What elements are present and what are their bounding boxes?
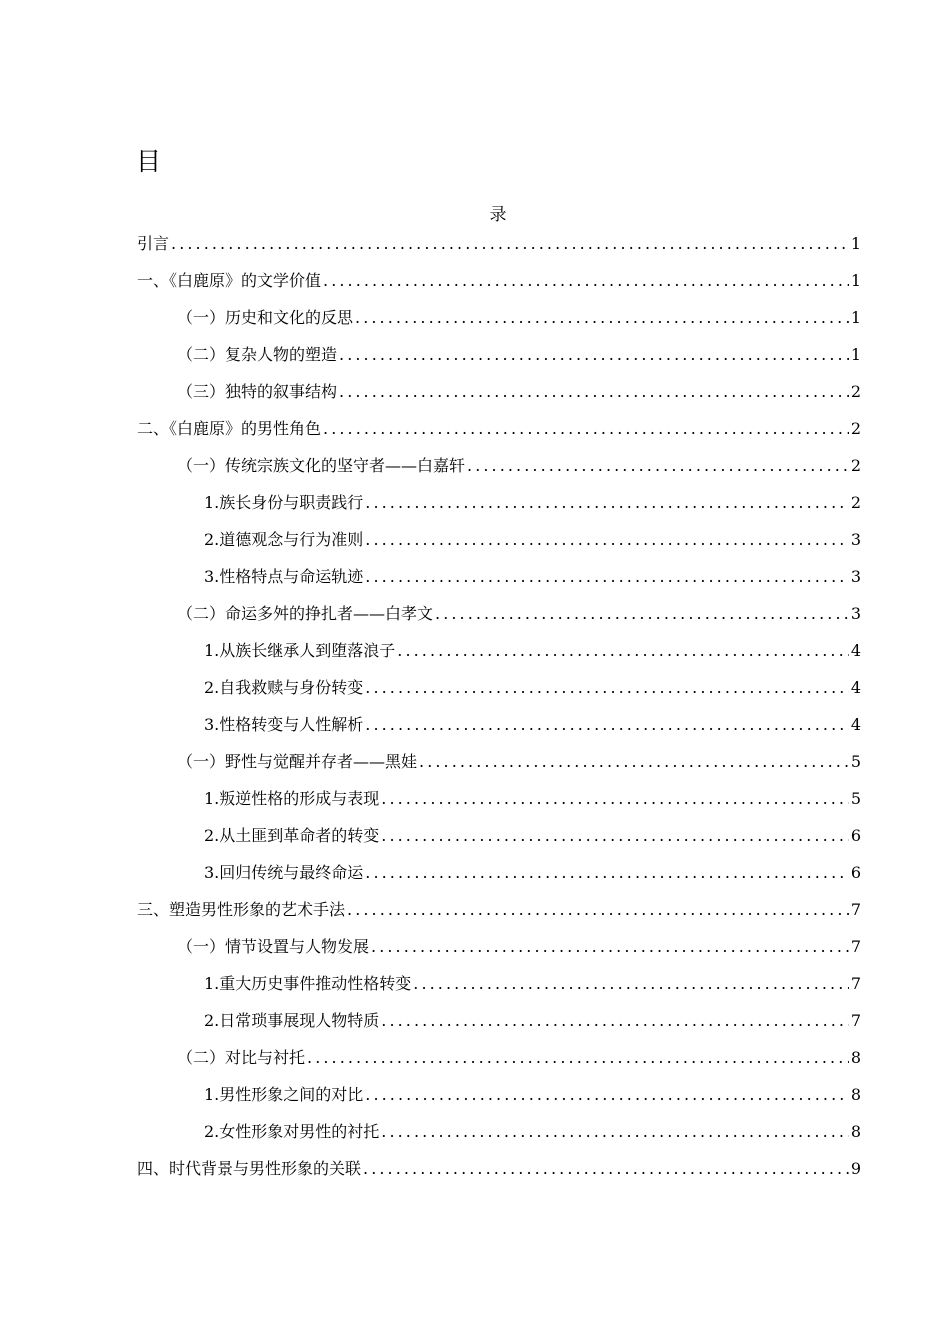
toc-entry-page-number: 3 (850, 567, 861, 586)
toc-entry[interactable] (137, 673, 861, 710)
toc-entry-page-number: 5 (850, 789, 861, 808)
toc-entry-title: （二）复杂人物的塑造 (177, 345, 338, 364)
toc-entry-page-number: 2 (850, 493, 861, 512)
toc-entry[interactable] (137, 932, 861, 969)
toc-entry-page-number: 7 (850, 937, 861, 956)
toc-entry-title: 1.叛逆性格的形成与表现 (204, 789, 380, 808)
toc-entry-title: 1.重大历史事件推动性格转变 (204, 974, 412, 993)
toc-dot-leader (397, 636, 849, 666)
toc-entry-title: 1.从族长继承人到堕落浪子 (204, 641, 396, 660)
toc-entry[interactable] (137, 747, 861, 784)
toc-entry-page-number: 8 (850, 1122, 861, 1141)
toc-entry-title: 1.族长身份与职责践行 (204, 493, 364, 512)
toc-entry[interactable] (137, 599, 861, 636)
toc-entry-title: 2.女性形象对男性的衬托 (204, 1122, 380, 1141)
toc-entry[interactable] (137, 377, 861, 414)
toc-heading-part-1: 目 (136, 147, 162, 176)
toc-entry-page-number: 1 (850, 271, 861, 290)
toc-entry-title: 2.日常琐事展现人物特质 (204, 1011, 380, 1030)
toc-entry[interactable] (137, 562, 861, 599)
toc-dot-leader (419, 747, 849, 777)
toc-dot-leader (171, 229, 849, 259)
toc-entry[interactable] (137, 451, 861, 488)
toc-entry-page-number: 3 (850, 530, 861, 549)
toc-entry-page-number: 1 (850, 345, 861, 364)
toc-dot-leader (365, 525, 849, 555)
toc-entry-page-number: 8 (850, 1085, 861, 1104)
toc-dot-leader (381, 784, 849, 814)
toc-dot-leader (467, 451, 849, 481)
toc-entry-page-number: 4 (850, 678, 861, 697)
toc-entry-page-number: 2 (850, 382, 861, 401)
toc-entry[interactable] (137, 340, 861, 377)
toc-dot-leader (339, 340, 849, 370)
toc-dot-leader (355, 303, 849, 333)
toc-entry-title: （二）命运多舛的挣扎者——白孝文 (177, 604, 434, 623)
toc-entry-page-number: 4 (850, 715, 861, 734)
toc-entry[interactable] (137, 1117, 861, 1154)
toc-entry-title: （一）情节设置与人物发展 (177, 937, 370, 956)
toc-entry-title: （一）传统宗族文化的坚守者——白嘉轩 (177, 456, 466, 475)
toc-entry[interactable] (137, 969, 861, 1006)
toc-entry[interactable] (137, 895, 861, 932)
toc-entry[interactable] (137, 710, 861, 747)
toc-dot-leader (381, 1117, 849, 1147)
toc-dot-leader (371, 932, 849, 962)
toc-entry-title: 一、《白鹿原》的文学价值 (137, 271, 322, 290)
toc-dot-leader (365, 1080, 849, 1110)
toc-entry[interactable] (137, 1154, 861, 1191)
toc-entry-page-number: 7 (850, 900, 861, 919)
toc-entry-page-number: 8 (850, 1048, 861, 1067)
toc-dot-leader (381, 821, 849, 851)
toc-entry-title: 三、塑造男性形象的艺术手法 (137, 900, 346, 919)
toc-entry-page-number: 9 (850, 1159, 861, 1178)
toc-dot-leader (365, 673, 849, 703)
toc-entry-title: 引言 (137, 234, 170, 253)
toc-entry[interactable] (137, 1006, 861, 1043)
toc-entry[interactable] (137, 1080, 861, 1117)
toc-entry-title: 2.自我救赎与身份转变 (204, 678, 364, 697)
toc-dot-leader (435, 599, 849, 629)
toc-dot-leader (347, 895, 849, 925)
table-of-contents (137, 229, 861, 1191)
toc-entry-title: 3.性格转变与人性解析 (204, 715, 364, 734)
toc-entry-page-number: 6 (850, 826, 861, 845)
toc-entry-title: 2.从土匪到革命者的转变 (204, 826, 380, 845)
toc-entry-title: （三）独特的叙事结构 (177, 382, 338, 401)
toc-dot-leader (307, 1043, 849, 1073)
toc-entry-title: 3.性格特点与命运轨迹 (204, 567, 364, 586)
toc-entry-page-number: 1 (850, 308, 861, 327)
toc-entry-page-number: 7 (850, 1011, 861, 1030)
toc-entry[interactable] (137, 525, 861, 562)
toc-entry[interactable] (137, 858, 861, 895)
toc-dot-leader (323, 414, 849, 444)
toc-entry-page-number: 3 (850, 604, 861, 623)
toc-entry-title: （二）对比与衬托 (177, 1048, 306, 1067)
toc-entry-title: 2.道德观念与行为准则 (204, 530, 364, 549)
toc-dot-leader (381, 1006, 849, 1036)
toc-entry-title: 四、时代背景与男性形象的关联 (137, 1159, 362, 1178)
toc-entry[interactable] (137, 821, 861, 858)
toc-entry[interactable] (137, 1043, 861, 1080)
toc-entry[interactable] (137, 636, 861, 673)
toc-entry[interactable] (137, 303, 861, 340)
toc-dot-leader (365, 710, 849, 740)
toc-entry-title: （一）野性与觉醒并存者——黑娃 (177, 752, 418, 771)
toc-entry[interactable] (137, 488, 861, 525)
toc-dot-leader (413, 969, 849, 999)
toc-entry-title: 1.男性形象之间的对比 (204, 1085, 364, 1104)
toc-entry-page-number: 7 (850, 974, 861, 993)
toc-entry-page-number: 6 (850, 863, 861, 882)
toc-entry[interactable] (137, 229, 861, 266)
toc-entry-page-number: 4 (850, 641, 861, 660)
toc-entry-page-number: 5 (850, 752, 861, 771)
toc-dot-leader (365, 488, 849, 518)
toc-entry[interactable] (137, 414, 861, 451)
toc-entry-page-number: 1 (850, 234, 861, 253)
toc-entry-title: 二、《白鹿原》的男性角色 (137, 419, 322, 438)
toc-dot-leader (323, 266, 849, 296)
toc-heading-part-2: 录 (489, 205, 507, 225)
toc-entry-page-number: 2 (850, 419, 861, 438)
toc-entry[interactable] (137, 266, 861, 303)
toc-dot-leader (363, 1154, 849, 1184)
toc-dot-leader (339, 377, 849, 407)
toc-dot-leader (365, 858, 849, 888)
toc-dot-leader (365, 562, 849, 592)
toc-entry[interactable] (137, 784, 861, 821)
toc-entry-title: （一）历史和文化的反思 (177, 308, 354, 327)
toc-entry-title: 3.回归传统与最终命运 (204, 863, 364, 882)
toc-entry-page-number: 2 (850, 456, 861, 475)
